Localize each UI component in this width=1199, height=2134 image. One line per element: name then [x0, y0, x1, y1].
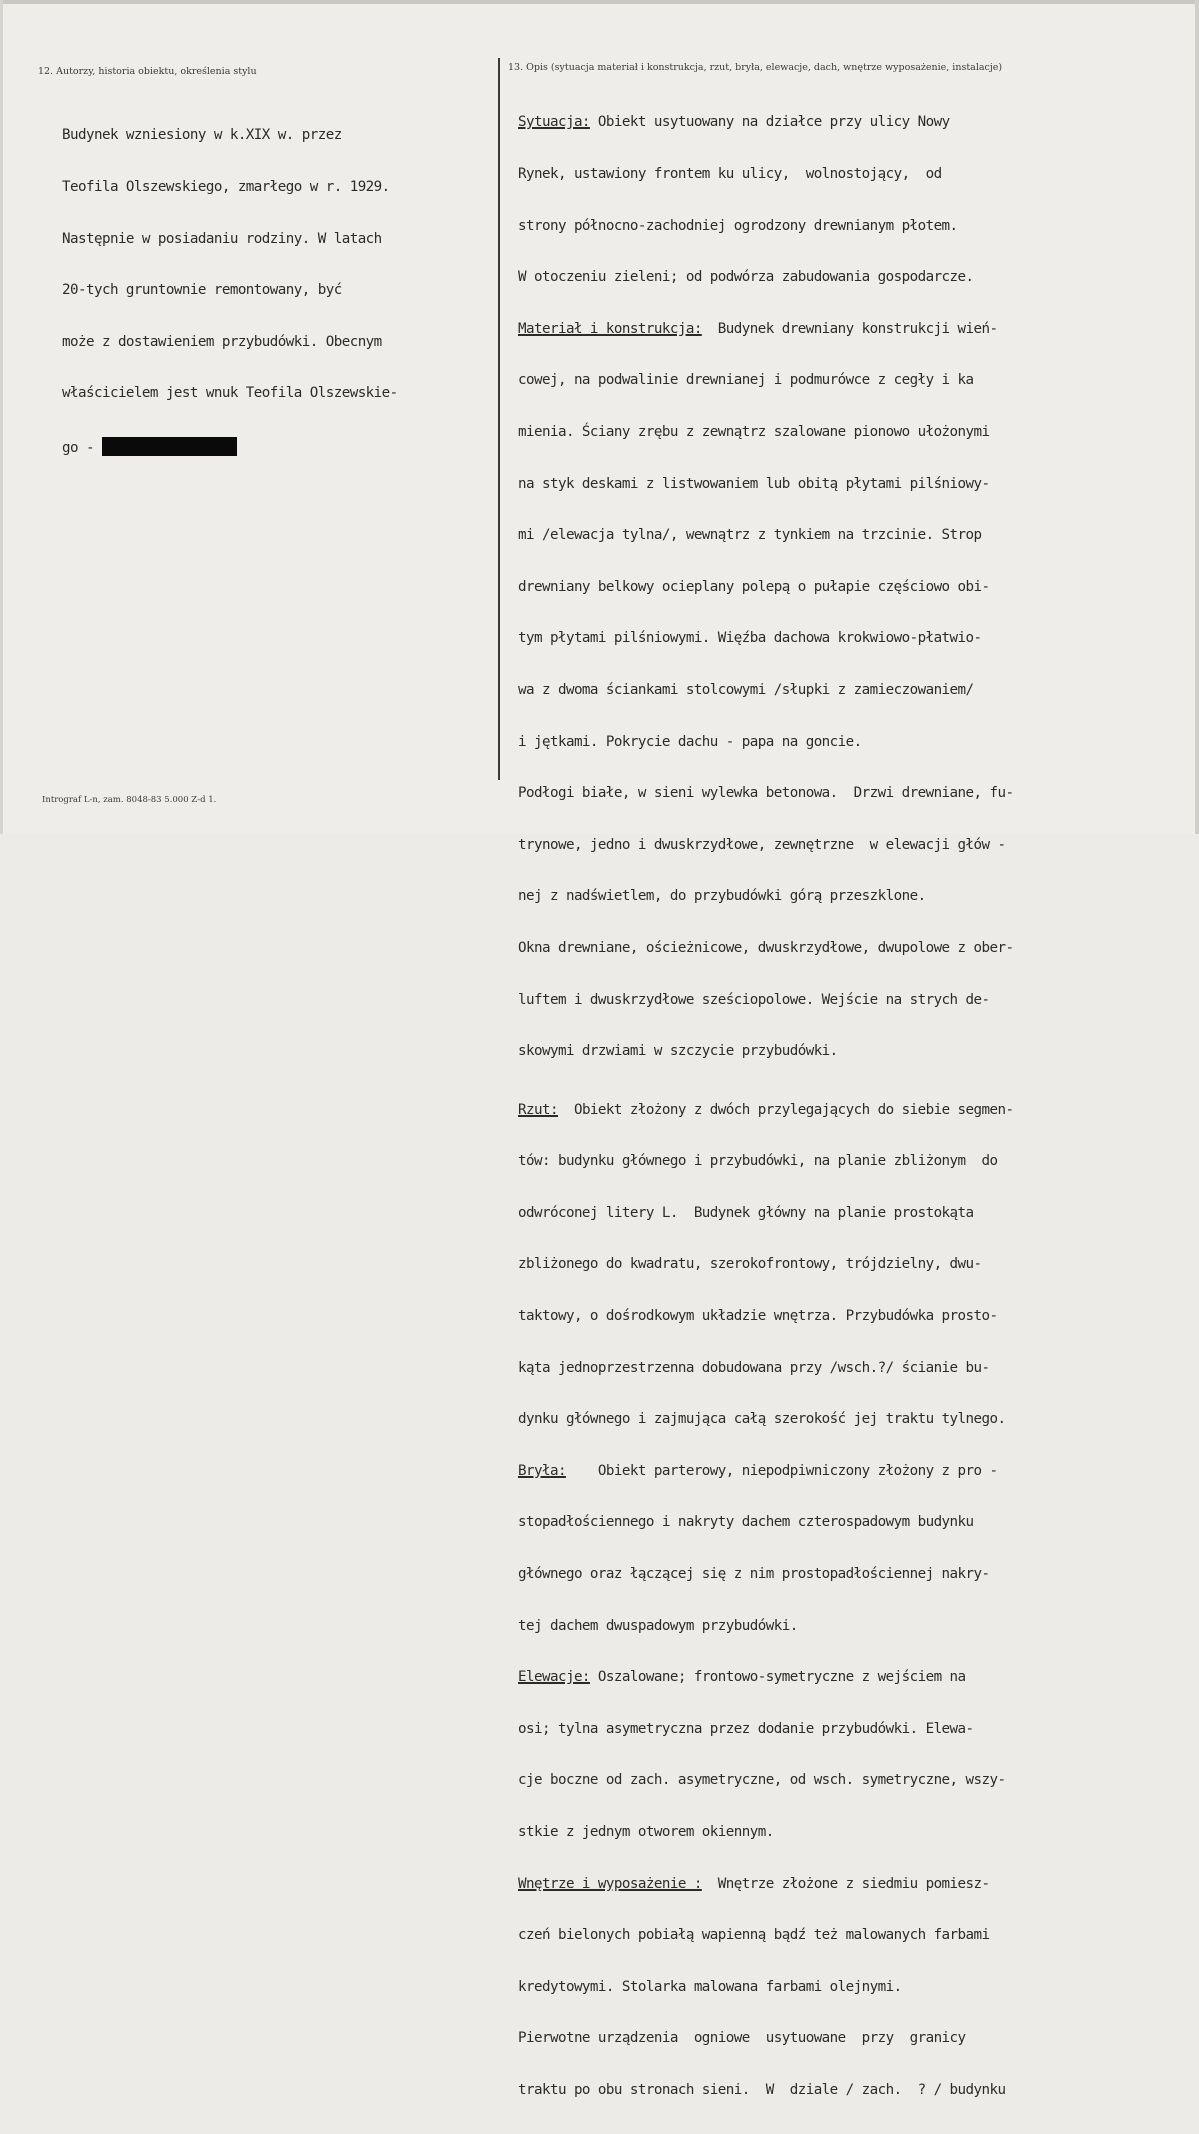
description-line: Podłogi białe, w sieni wylewka betonowa. Drzwi drewniane, fu-: [518, 785, 1014, 802]
history-line: go -: [62, 439, 94, 456]
description-line: Pierwotne urządzenia ogniowe usytuowane przy granicy: [518, 2030, 966, 2047]
description-line: stopadłościennego i nakryty dachem czterospadowym budynku: [518, 1514, 974, 1531]
description-line: tów: budynku głównego i przybudówki, na planie zbliżonym do: [518, 1153, 998, 1170]
description-line: kredytowymi. Stolarka malowana farbami olejnymi.: [518, 1978, 902, 1995]
description-line-text: Obiekt usytuowany na działce przy ulicy Nowy: [589, 114, 950, 131]
description-line: [518, 321, 1014, 338]
history-text: [62, 93, 398, 489]
history-line-last: [62, 437, 398, 454]
card-edge-left: [0, 0, 3, 834]
section-12-heading: 12. Autorzy, historia obiektu, określenia stylu: [38, 66, 257, 77]
card-edge-right: [1195, 0, 1199, 834]
description-line: mienia. Ściany zrębu z zewnątrz szalowane pionowo ułożonymi: [518, 423, 990, 440]
description-line: skowymi drzwiami w szczycie przybudówki.: [518, 1043, 838, 1060]
description-line-text: Wnętrze złożone z siedmiu pomiesz-: [701, 1875, 990, 1892]
label-elewacje: Elewacje:: [518, 1669, 590, 1686]
description-line: i jętkami. Pokrycie dachu - papa na goncie.: [518, 733, 862, 750]
description-line: W otoczeniu zieleni; od podwórza zabudowania gospodarcze.: [518, 269, 974, 286]
description-text: [518, 80, 1014, 2134]
history-line: Następnie w posiadaniu rodziny. W latach: [62, 230, 382, 247]
redaction-box: [102, 437, 237, 456]
label-bryla: Bryła:: [518, 1462, 566, 1479]
description-line: na styk deskami z listwowaniem lub obitą płytami pilśniowy-: [518, 475, 990, 492]
column-divider: [498, 58, 500, 780]
description-line: [518, 1102, 1014, 1119]
description-line: Rynek, ustawiony frontem ku ulicy, wolnostojący, od: [518, 166, 942, 182]
description-line-text: Obiekt parterowy, niepodpiwniczony złożony z pro -: [565, 1462, 998, 1479]
history-line: 20-tych gruntownie remontowany, być: [62, 282, 342, 299]
description-line: osi; tylna asymetryczna przez dodanie przybudówki. Elewa-: [518, 1720, 974, 1737]
description-line: [518, 1669, 1014, 1686]
printer-imprint: Intrograf L-n, zam. 8048-83 5.000 Z-d 1.: [42, 795, 217, 805]
description-line-text: Oszalowane; frontowo-symetryczne z wejściem na: [589, 1669, 966, 1686]
description-line: Okna drewniane, ościeżnicowe, dwuskrzydłowe, dwupolowe z ober-: [518, 939, 1014, 956]
description-line: głównego oraz łączącej się z nim prostopadłościennej nakry-: [518, 1566, 990, 1583]
description-line: tej dachem dwuspadowym przybudówki.: [518, 1617, 798, 1634]
history-line: właścicielem jest wnuk Teofila Olszewskie-: [62, 385, 398, 402]
description-line: wa z dwoma ściankami stolcowymi /słupki z zamieczowaniem/: [518, 681, 974, 698]
description-line: luftem i dwuskrzydłowe sześciopolowe. Wejście na strych de-: [518, 991, 990, 1008]
description-line: cowej, na podwalinie drewnianej i podmurówce z cegły i ka: [518, 372, 974, 389]
history-line: Budynek wzniesiony w k.XIX w. przez: [62, 127, 342, 144]
description-line: odwróconej litery L. Budynek główny na planie prostokąta: [518, 1204, 974, 1221]
description-line: kąta jednoprzestrzenna dobudowana przy /wsch.?/ ścianie bu-: [518, 1359, 990, 1376]
description-line: trynowe, jedno i dwuskrzydłowe, zewnętrzne w elewacji głów -: [518, 836, 1006, 853]
description-line: [518, 1876, 1014, 1893]
description-line-text: Obiekt złożony z dwóch przylegających do siebie segmen-: [557, 1101, 1014, 1118]
history-line: może z dostawieniem przybudówki. Obecnym: [62, 333, 382, 350]
label-wnetrze: Wnętrze i wyposażenie :: [518, 1875, 702, 1892]
description-line: traktu po obu stronach sieni. W dziale / zach. ? / budynku: [518, 2081, 1006, 2098]
description-line: drewniany belkowy ocieplany polepą o pułapie częściowo obi-: [518, 578, 990, 595]
description-line: stkie z jednym otworem okiennym.: [518, 1824, 774, 1840]
description-line: dynku głównego i zajmująca całą szerokość jej traktu tylnego.: [518, 1411, 1006, 1428]
label-sytuacja: Sytuacja:: [518, 114, 590, 131]
description-line: nej z nadświetlem, do przybudówki górą przeszklone.: [518, 888, 926, 905]
description-line: zbliżonego do kwadratu, szerokofrontowy, trójdzielny, dwu-: [518, 1256, 982, 1273]
description-line-text: Budynek drewniany konstrukcji wień-: [701, 320, 998, 337]
history-line: Teofila Olszewskiego, zmarłego w r. 1929.: [62, 179, 390, 195]
description-line: tym płytami pilśniowymi. Więźba dachowa krokwiowo-płatwio-: [518, 630, 982, 647]
description-line: [518, 1463, 1014, 1480]
description-line: strony północno-zachodniej ogrodzony drewnianym płotem.: [518, 217, 958, 234]
section-13-heading: 13. Opis (sytuacja materiał i konstrukcja, rzut, bryła, elewacje, dach, wnętrze wyposażenie, instalacje): [508, 62, 1003, 73]
label-rzut: Rzut:: [518, 1101, 558, 1118]
description-line: cje boczne od zach. asymetryczne, od wsch. symetryczne, wszy-: [518, 1772, 1006, 1789]
description-line: taktowy, o dośrodkowym układzie wnętrza. Przybudówka prosto-: [518, 1308, 998, 1325]
description-line: [518, 114, 1014, 131]
description-line: mi /elewacja tylna/, wewnątrz z tynkiem na trzcinie. Strop: [518, 527, 982, 544]
card-edge-top: [0, 0, 1199, 4]
description-line: czeń bielonych pobiałą wapienną bądź też malowanych farbami: [518, 1927, 990, 1944]
label-material: Materiał i konstrukcja:: [518, 320, 702, 337]
